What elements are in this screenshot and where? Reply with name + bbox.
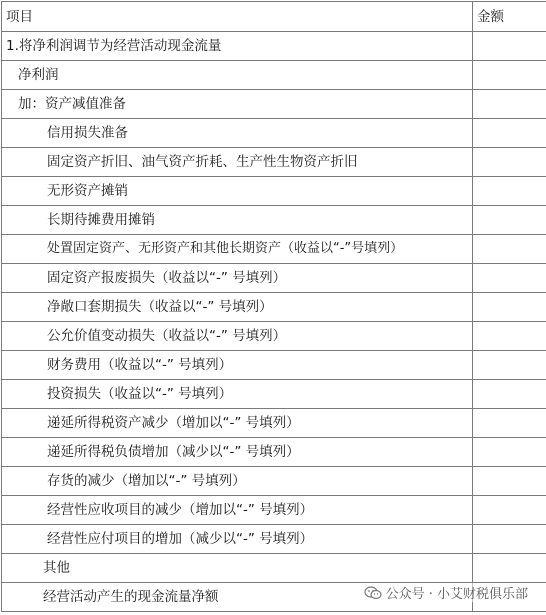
amount-cell[interactable] [473, 177, 546, 206]
amount-cell[interactable] [473, 206, 546, 235]
table-row [2, 32, 546, 61]
item-cell: 经营性应收项目的减少（增加以“-” 号填列） [2, 496, 473, 525]
item-cell: 长期待摊费用摊销 [2, 206, 473, 235]
watermark-text: 公众号 · 小艾财税俱乐部 [385, 587, 528, 602]
item-cell: 无形资产摊销 [2, 177, 473, 206]
table-row [2, 322, 546, 351]
item-cell: 固定资产报废损失（收益以“-” 号填列） [2, 264, 473, 293]
table-row [2, 293, 546, 322]
item-cell: 1.将净利润调节为经营活动现金流量 [2, 32, 473, 61]
amount-cell[interactable] [473, 119, 546, 148]
table-body [2, 2, 546, 612]
amount-cell[interactable] [473, 293, 546, 322]
table-row [2, 438, 546, 467]
wechat-icon [364, 586, 382, 600]
amount-cell[interactable] [473, 409, 546, 438]
table-row [2, 264, 546, 293]
table-row [2, 119, 546, 148]
watermark [362, 583, 530, 602]
cash-flow-supplement-table [1, 1, 546, 612]
item-cell: 净利润 [2, 61, 473, 90]
table-row [2, 206, 546, 235]
item-cell: 信用损失准备 [2, 119, 473, 148]
amount-cell[interactable] [473, 90, 546, 119]
amount-cell[interactable] [473, 496, 546, 525]
table-row [2, 525, 546, 554]
amount-cell[interactable] [473, 264, 546, 293]
item-cell: 递延所得税资产减少（增加以“-” 号填列） [2, 409, 473, 438]
amount-cell[interactable] [473, 438, 546, 467]
item-cell: 投资损失（收益以“-” 号填列） [2, 380, 473, 409]
amount-cell[interactable] [473, 32, 546, 61]
table-row [2, 90, 546, 119]
item-cell: 递延所得税负债增加（减少以“-” 号填列） [2, 438, 473, 467]
table-row [2, 409, 546, 438]
item-cell: 经营性应付项目的增加（减少以“-” 号填列） [2, 525, 473, 554]
item-cell: 存货的减少（增加以“-” 号填列） [2, 467, 473, 496]
item-cell: 公允价值变动损失（收益以“-” 号填列） [2, 322, 473, 351]
item-cell: 固定资产折旧、油气资产折耗、生产性生物资产折旧 [2, 148, 473, 177]
table-row [2, 61, 546, 90]
item-cell: 净敞口套期损失（收益以“-” 号填列） [2, 293, 473, 322]
amount-cell[interactable] [473, 467, 546, 496]
table-row [2, 380, 546, 409]
table-row [2, 496, 546, 525]
table-row [2, 467, 546, 496]
table-row [2, 235, 546, 264]
item-cell: 经营活动产生的现金流量净额 [2, 583, 473, 612]
amount-cell[interactable] [473, 61, 546, 90]
item-cell: 处置固定资产、无形资产和其他长期资产（收益以“-”号填列） [2, 235, 473, 264]
item-cell: 财务费用（收益以“-” 号填列） [2, 351, 473, 380]
amount-cell[interactable] [473, 380, 546, 409]
table-row [2, 148, 546, 177]
amount-cell[interactable] [473, 554, 546, 583]
item-cell: 加：资产减值准备 [2, 90, 473, 119]
amount-cell[interactable] [473, 525, 546, 554]
table-row [2, 554, 546, 583]
amount-cell[interactable] [473, 235, 546, 264]
amount-cell[interactable] [473, 351, 546, 380]
header-item-cell: 项目 [2, 2, 473, 32]
amount-cell[interactable] [473, 322, 546, 351]
table-row [2, 177, 546, 206]
header-amount-cell: 金额 [473, 2, 546, 32]
table-header-row [2, 2, 546, 32]
amount-cell[interactable] [473, 148, 546, 177]
item-cell: 其他 [2, 554, 473, 583]
table-row [2, 351, 546, 380]
